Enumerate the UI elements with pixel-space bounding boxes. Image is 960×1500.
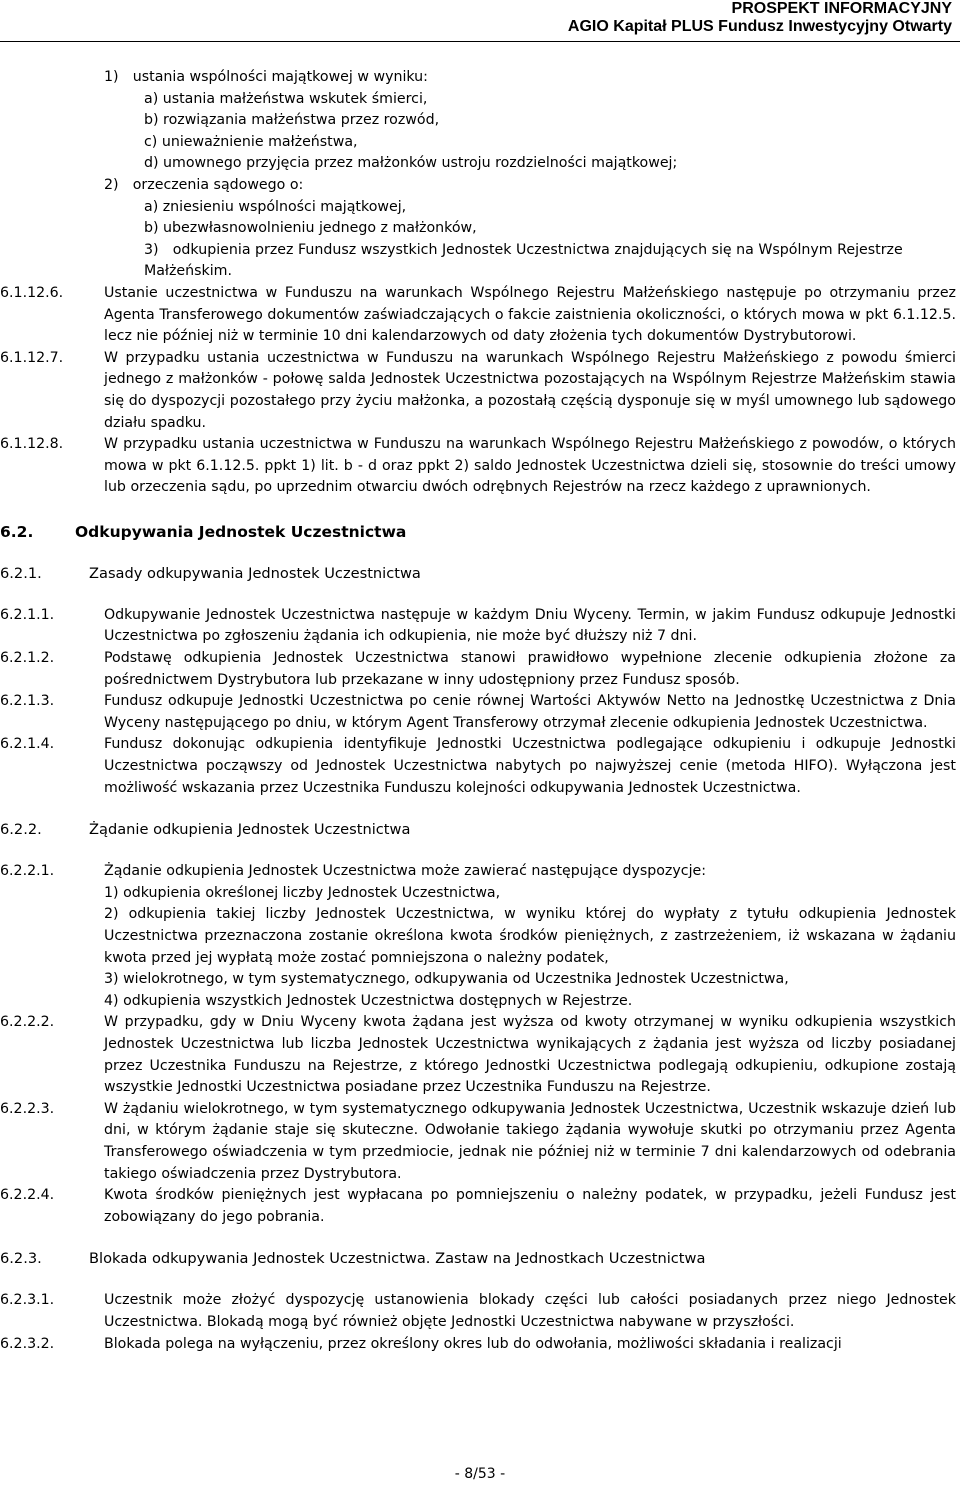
paragraph-text: Kwota środków pieniężnych jest wypłacana po pomniejszeniu o należny podatek, w przypadku, jeżeli Fundusz jest zobowiązany do jego pobrania.: [104, 1187, 956, 1225]
paragraph-number: 6.2.1.2.: [0, 650, 55, 667]
subsection-heading-6-2-2: [0, 819, 956, 841]
paragraph-number: 6.2.3.1.: [0, 1292, 55, 1309]
paragraph-text: Fundusz odkupuje Jednostki Uczestnictwa po cenie równej Wartości Aktywów Netto na Jednostkę Uczestnictwa z Dnia Wyceny następującego po dniu, w którym Agent Transferowy otrzymał zlecenie odkupienia Jednostek Uczestnictwa.: [104, 693, 956, 731]
subsection-heading-6-2-3: [0, 1248, 956, 1270]
paragraph-6-1-12-8: [0, 434, 956, 499]
paragraph-number: 6.1.12.6.: [0, 284, 64, 301]
paragraph-body: [104, 861, 956, 1012]
list-item: 3) wielokrotnego, w tym systematycznego, odkupywania od Uczestnika Jednostek Uczestnictwa,: [104, 971, 789, 988]
list-subitem: a) zniesieniu wspólności majątkowej,: [144, 198, 407, 215]
paragraph-number: 6.2.3.2.: [0, 1335, 55, 1352]
paragraph-number: 6.2.1.1.: [0, 606, 55, 623]
paragraph-number: 6.2.2.4.: [0, 1187, 55, 1204]
paragraph-6-2-2-1: [0, 861, 956, 1012]
section-title: Odkupywania Jednostek Uczestnictwa: [75, 522, 407, 541]
list-item: 2) orzeczenia sądowego o:: [104, 176, 304, 193]
paragraph-text: W przypadku ustania uczestnictwa w Funduszu na warunkach Wspólnego Rejestru Małżeńskiego z powodów, o których mowa w pkt 6.1.12.5. ppkt 1) lit. b - d oraz ppkt 2) saldo Jednostek Uczestnictwa dzieli się, stosownie do treści umowy lub orzeczenia sądu, po uprzednim otwarciu dwóch odrębnych Rejestrów na rzecz każdego z uprawnionych.: [104, 436, 956, 496]
list-subitem: b) ubezwłasnowolnieniu jednego z małżonków,: [144, 220, 477, 237]
section-heading-6-2: [0, 521, 956, 543]
paragraph-text: Odkupywanie Jednostek Uczestnictwa następuje w każdym Dniu Wyceny. Termin, w jakim Fundusz odkupuje Jednostki Uczestnictwa po zgłoszeniu żądania ich odkupienia, nie może być dłuższy niż 7 dni.: [104, 606, 956, 645]
paragraph-number: 6.2.1.3.: [0, 693, 55, 710]
paragraph-6-2-1-1: [0, 605, 956, 648]
paragraph-6-1-12-6: [0, 283, 956, 348]
subsection-title: Żądanie odkupienia Jednostek Uczestnictwa: [89, 821, 411, 839]
paragraph-text: W przypadku, gdy w Dniu Wyceny kwota żądana jest wyższa od kwoty otrzymanej w wyniku odkupienia wszystkich Jednostek Uczestnictwa lub liczba Jednostek Uczestnictwa wynikających z żądania jest wyższa od liczby posiadanej przez Uczestnika Funduszu na Rejestrze, z którego Jednostki Uczestnictwa podlegają odkupieniu, odkupione zostają wszystkie Jednostki Uczestnictwa posiadane przez Uczestnika Funduszu na Rejestrze.: [104, 1014, 956, 1096]
page-header: [568, 0, 952, 36]
list-subitem: a) ustania małżeństwa wskutek śmierci,: [144, 90, 428, 107]
subsection-number: 6.2.1.: [0, 564, 42, 582]
paragraph-number: 6.2.1.4.: [0, 736, 55, 753]
list-subitem: c) unieważnienie małżeństwa,: [144, 133, 358, 150]
list-item: 1) odkupienia określonej liczby Jednostek Uczestnictwa,: [104, 884, 501, 901]
termination-reasons-list: [0, 67, 956, 283]
subsection-title: Zasady odkupywania Jednostek Uczestnictwa: [89, 564, 421, 582]
paragraph-number: 6.1.12.7.: [0, 349, 64, 366]
subsection-title: Blokada odkupywania Jednostek Uczestnictwa. Zastaw na Jednostkach Uczestnictwa: [89, 1250, 706, 1268]
subsection-number: 6.2.3.: [0, 1250, 42, 1268]
paragraph-number: 6.2.2.2.: [0, 1014, 55, 1031]
paragraph-number: 6.2.2.1.: [0, 863, 55, 880]
paragraph-6-2-3-2: [0, 1334, 956, 1356]
paragraph-6-2-2-2: [0, 1012, 956, 1098]
paragraph-text: Podstawę odkupienia Jednostek Uczestnictwa stanowi prawidłowo wypełnione zlecenie odkupienia złożone za pośrednictwem Dystrybutora lub przekazane w inny udostępniony przez Fundusz sposób.: [104, 650, 956, 688]
paragraph-text: W przypadku ustania uczestnictwa w Funduszu na warunkach Wspólnego Rejestru Małżeńskiego z powodu śmierci jednego z małżonków - połowę salda Jednostek Uczestnictwa pozostających na Wspólnym Rejestrze Małżeńskim stawia się do dyspozycji pozostałego przy życiu małżonka, a pozostałą częścią dysponuje się w myśl umownego lub sądowego działu spadku.: [104, 349, 956, 431]
paragraph-6-1-12-7: [0, 348, 956, 434]
paragraph-number: 6.2.2.3.: [0, 1100, 55, 1117]
header-divider: [0, 41, 960, 42]
subsection-number: 6.2.2.: [0, 821, 42, 839]
list-item: 4) odkupienia wszystkich Jednostek Uczestnictwa dostępnych w Rejestrze.: [104, 992, 633, 1009]
header-prospectus-title: PROSPEKT INFORMACYJNY: [731, 0, 952, 17]
list-subitem: d) umownego przyjęcia przez małżonków ustroju rozdzielności majątkowej;: [144, 155, 678, 172]
paragraph-text: Fundusz dokonując odkupienia identyfikuje Jednostki Uczestnictwa podlegające odkupieniu i odkupuje Jednostki Uczestnictwa począwszy od Jednostek Uczestnictwa nabytych po najwyższej cenie (metoda HIFO). Wyłączona jest możliwość wskazania przez Uczestnika Funduszu kolejności odkupywania Jednostek Uczestnictwa.: [104, 736, 956, 796]
paragraph-6-2-2-4: [0, 1185, 956, 1228]
header-fund-name: AGIO Kapitał PLUS Fundusz Inwestycyjny Otwarty: [567, 18, 952, 35]
paragraph-text: Żądanie odkupienia Jednostek Uczestnictwa może zawierać następujące dyspozycje:: [104, 863, 707, 880]
paragraph-6-2-1-2: [0, 648, 956, 691]
list-subitem: b) rozwiązania małżeństwa przez rozwód,: [144, 112, 440, 129]
paragraph-text: Ustanie uczestnictwa w Funduszu na warunkach Wspólnego Rejestru Małżeńskiego następuje po otrzymaniu przez Agenta Transferowego dokumentów zaświadczających o fakcie zaistnienia okoliczności, o których mowa w pkt 6.1.12.5. lecz nie później niż w terminie 10 dni kalendarzowych od daty złożenia tych dokumentów Dystrybutorowi.: [104, 284, 956, 345]
paragraph-6-2-2-3: [0, 1099, 956, 1185]
paragraph-text: W żądaniu wielokrotnego, w tym systematycznego odkupywania Jednostek Uczestnictwa, Uczestnik wskazuje dzień lub dni, w którym żądanie staje się skuteczne. Odwołanie takiego żądania wywołuje skutki po otrzymaniu przez Agenta Transferowego oświadczenia w tym przedmiocie, jednak nie później niż w terminie 7 dni kalendarzowych od odebrania takiego oświadczenia przez Dystrybutora.: [104, 1100, 956, 1182]
list-item: 3) odkupienia przez Fundusz wszystkich Jednostek Uczestnictwa znajdujących się na Wspólnym Rejestrze Małżeńskim.: [144, 241, 903, 280]
paragraph-6-2-1-3: [0, 691, 956, 734]
paragraph-number: 6.1.12.8.: [0, 436, 64, 453]
subsection-heading-6-2-1: [0, 563, 956, 585]
section-number: 6.2.: [0, 522, 34, 541]
document-body: [0, 67, 956, 1355]
paragraph-text: Uczestnik może złożyć dyspozycję ustanowienia blokady części lub całości posiadanych przez niego Jednostek Uczestnictwa. Blokadą mogą być również objęte Jednostki Uczestnictwa nabywane w przyszłości.: [104, 1292, 956, 1330]
paragraph-6-2-3-1: [0, 1290, 956, 1333]
paragraph-6-2-1-4: [0, 734, 956, 799]
list-item: 1) ustania wspólności majątkowej w wyniku:: [104, 69, 428, 85]
list-item: 2) odkupienia takiej liczby Jednostek Uczestnictwa, w wyniku której do wypłaty z tytułu odkupienia Jednostek Uczestnictwa przeznaczona zostanie określona kwota środków pieniężnych, z zastrzeżeniem, iż wskazana w żądaniu kwota przed jej wypłatą może zostać pomniejszona o należny podatek,: [104, 906, 956, 966]
page-number: - 8/53 -: [454, 1466, 506, 1482]
paragraph-text: Blokada polega na wyłączeniu, przez określony okres lub do odwołania, możliwości składania i realizacji: [104, 1335, 842, 1352]
